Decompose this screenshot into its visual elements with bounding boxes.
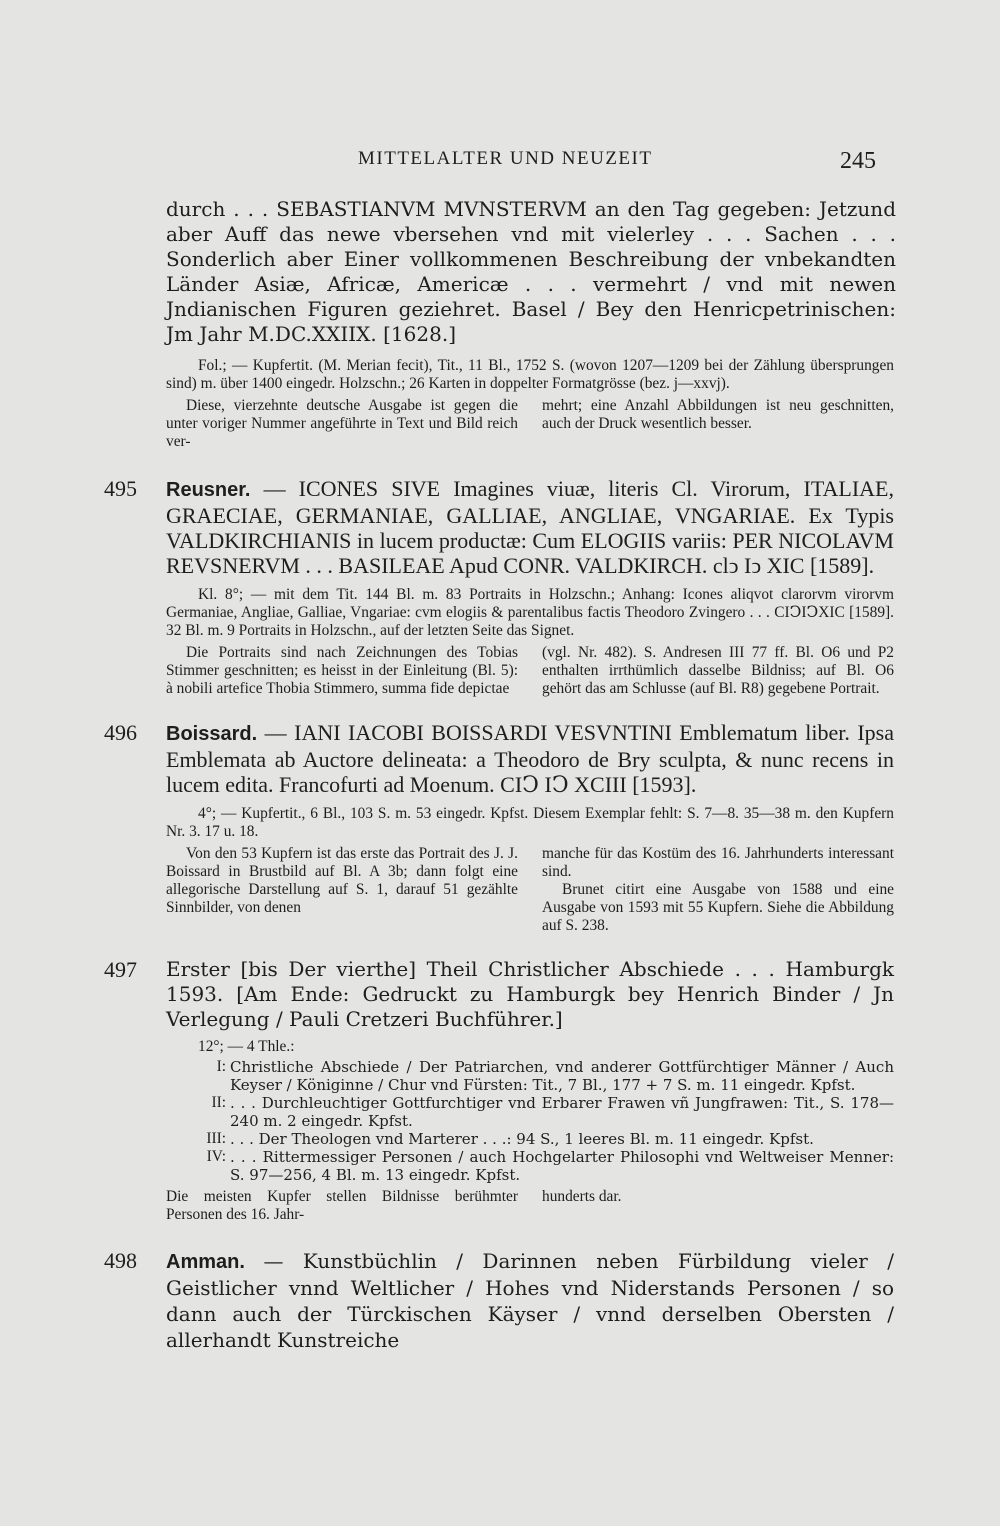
entry-title-text: — ICONES SIVE Imagines viuæ, literis Cl. Virorum, ITALIAE, GRAECIAE, GERMANIAE, GALLIAE, ANGLIAE, VNGARIAE. Ex Typis VALDKIRCHIANIS in lucem productæ: Cum ELOGIIS variis: PER NICOLAVM REVSNERVM . . . BASILEAE Apud CONR. VALDKIRCH. clↄ Iↄ XIC [1589]. (166, 476, 894, 578)
note-text: Diese, vierzehnte deutsche Ausgabe ist gegen die unter voriger Nummer angeführte in Text und Bild reich ver- (166, 397, 518, 450)
volume-item (166, 1130, 894, 1148)
entry-notes (166, 644, 894, 698)
note-left-column (166, 397, 518, 451)
note-right-column (542, 644, 894, 698)
volume-item (166, 1058, 894, 1094)
entry-headword: Boissard. (166, 723, 258, 745)
entry-title (166, 1248, 894, 1353)
volume-label: I: (216, 1058, 226, 1075)
entry-title-text: — Kunstbüchlin / Darinnen neben Fürbildung vieler / Geistlicher vnnd Weltlicher / Hohes vnd Niderstands Personen / so dann auch der Türckischen Käyser / vnnd derselben Obersten / allerhandt Kunstreiche (166, 1249, 894, 1352)
entry-title (166, 720, 894, 797)
entry-notes (166, 845, 894, 935)
note-text: Die meisten Kupfer stellen Bildnisse berühmter Personen des 16. Jahr- (166, 1188, 518, 1223)
entry-notes (166, 397, 894, 451)
entry-title-text: — IANI IACOBI BOISSARDI VESVNTINI Emblematum liber. Ipsa Emblemata ab Auctore delineata: a Theodoro de Bry sculpta, & nunc recens in lucem edita. Francofurti ad Moenum. CIↃ IↃ XCIII [1593]. (166, 720, 895, 797)
page-content (104, 197, 896, 1353)
note-right-column (542, 1188, 894, 1224)
entry-title (166, 476, 894, 578)
note-text: Brunet citirt eine Ausgabe von 1588 und eine Ausgabe von 1593 mit 55 Kupfern. Siehe die Abbildung auf S. 238. (542, 881, 894, 934)
volume-item (166, 1094, 894, 1130)
entry-collation: 12°; — 4 Thle.: (198, 1038, 295, 1055)
entry-498 (104, 1248, 894, 1353)
note-text: Von den 53 Kupfern ist das erste das Portrait des J. J. Boissard in Brustbild auf Bl. A 3b; dann folgt eine allegorische Darstellung auf S. 1, darauf 51 gezählte Sinnbilder, von denen (166, 845, 518, 916)
entry-number: 497 (104, 957, 137, 982)
note-right-column (542, 397, 894, 451)
note-text: Die Portraits sind nach Zeichnungen des Tobias Stimmer geschnitten; es heisst in der Einleitung (Bl. 5): à nobili artefice Thobia Stimmero, summa fide depictae (166, 644, 518, 697)
entry-headword: Reusner. (166, 479, 251, 501)
volume-text: . . . Der Theologen vnd Marterer . . .: 94 S., 1 leeres Bl. m. 11 eingedr. Kpfst. (230, 1130, 814, 1148)
note-right-column (542, 845, 894, 935)
entry-497 (104, 957, 894, 1224)
volume-label: IV: (206, 1148, 226, 1165)
running-header (0, 148, 1000, 178)
note-text: (vgl. Nr. 482). S. Andresen III 77 ff. Bl. O6 und P2 enthalten irrthümlich dasselbe Bildniss; auf Bl. O6 gehört das am Schlusse (auf Bl. R8) gegebene Portrait. (542, 644, 894, 697)
note-text: hunderts dar. (542, 1188, 622, 1205)
entry-title: Erster [bis Der vierthe] Theil Christlicher Abschiede . . . Hamburgk 1593. [Am Ende: Gedruckt zu Hamburgk bey Henrich Binder / Jn Verlegung / Pauli Cretzeri Buchführer.] (166, 957, 894, 1031)
volume-item (166, 1148, 894, 1184)
note-left-column (166, 1188, 518, 1224)
entry-notes (166, 1188, 894, 1224)
volume-text: . . . Rittermessiger Personen / auch Hochgelarter Philosophi vnd Weltweiser Menner: S. 97—256, 4 Bl. m. 13 eingedr. Kpfst. (230, 1148, 894, 1184)
entry-number: 496 (104, 720, 137, 745)
entry-headword: Amman. (166, 1251, 245, 1273)
entry-title: durch . . . SEBASTIANVM MVNSTERVM an den Tag gegeben: Jetzund aber Auff das newe vbersehen vnd mit vielerley . . . Sachen . . . Sonderlich aber Einer vollkommenen Beschreibung der vnbekandten Länder Asiæ, Africæ, Americæ . . . vermehrt / vnd mit newen Jndianischen Figuren geziehret. Basel / Bey den Henricpetrinischen: Jm Jahr M.DC.XXIIX. [1628.] (166, 197, 896, 346)
note-left-column (166, 644, 518, 698)
volume-text: . . . Durchleuchtiger Gottfurchtiger vnd Erbarer Frawen vñ Jungfrawen: Tit., S. 178—240 m. 2 eingedr. Kpfst. (230, 1094, 894, 1130)
volume-text: Christliche Abschiede / Der Patriarchen, vnd anderer Gottfürchtiger Männer / Auch Keyser / Königinne / Chur vnd Fürsten: Tit., 7 Bl., 177 + 7 S. m. 11 eingedr. Kpfst. (230, 1058, 894, 1094)
entry-collation: Kl. 8°; — mit dem Tit. 144 Bl. m. 83 Portraits in Holzschn.; Anhang: Icones aliqvot clarorvm virorvm Germaniae, Angliae, Galliae, Vngariae: cvm elogiis & parentalibus factis Theodoro Zvingero . . . CIↃIↃXIC [1589]. 32 Bl. m. 9 Portraits in Holzschn., auf der letzten Seite das Signet. (166, 586, 894, 639)
entry-495 (104, 476, 894, 698)
note-text: manche für das Kostüm des 16. Jahrhunderts interessant sind. (542, 845, 894, 880)
running-title: MITTELALTER UND NEUZEIT (358, 148, 653, 169)
page-number: 245 (840, 148, 876, 174)
entry-496 (104, 720, 895, 935)
entry-number: 495 (104, 476, 137, 501)
entry-number: 498 (104, 1248, 137, 1273)
entry-collation: 4°; — Kupfertit., 6 Bl., 103 S. m. 53 eingedr. Kpfst. Diesem Exemplar fehlt: S. 7—8. 35—38 m. den Kupfern Nr. 3. 17 u. 18. (166, 805, 894, 840)
note-left-column (166, 845, 518, 935)
entry-continued (166, 197, 894, 451)
volume-label: III: (206, 1130, 226, 1147)
note-text: mehrt; eine Anzahl Abbildungen ist neu geschnitten, auch der Druck wesentlich besser. (542, 397, 894, 432)
volume-label: II: (211, 1094, 226, 1111)
volume-list (166, 1058, 894, 1184)
entry-collation: Fol.; — Kupfertit. (M. Merian fecit), Tit., 11 Bl., 1752 S. (wovon 1207—1209 bei der Zählung übersprungen sind) m. über 1400 eingedr. Holzschn.; 26 Karten in doppelter Formatgrösse (bez. j—xxvj). (166, 357, 894, 392)
